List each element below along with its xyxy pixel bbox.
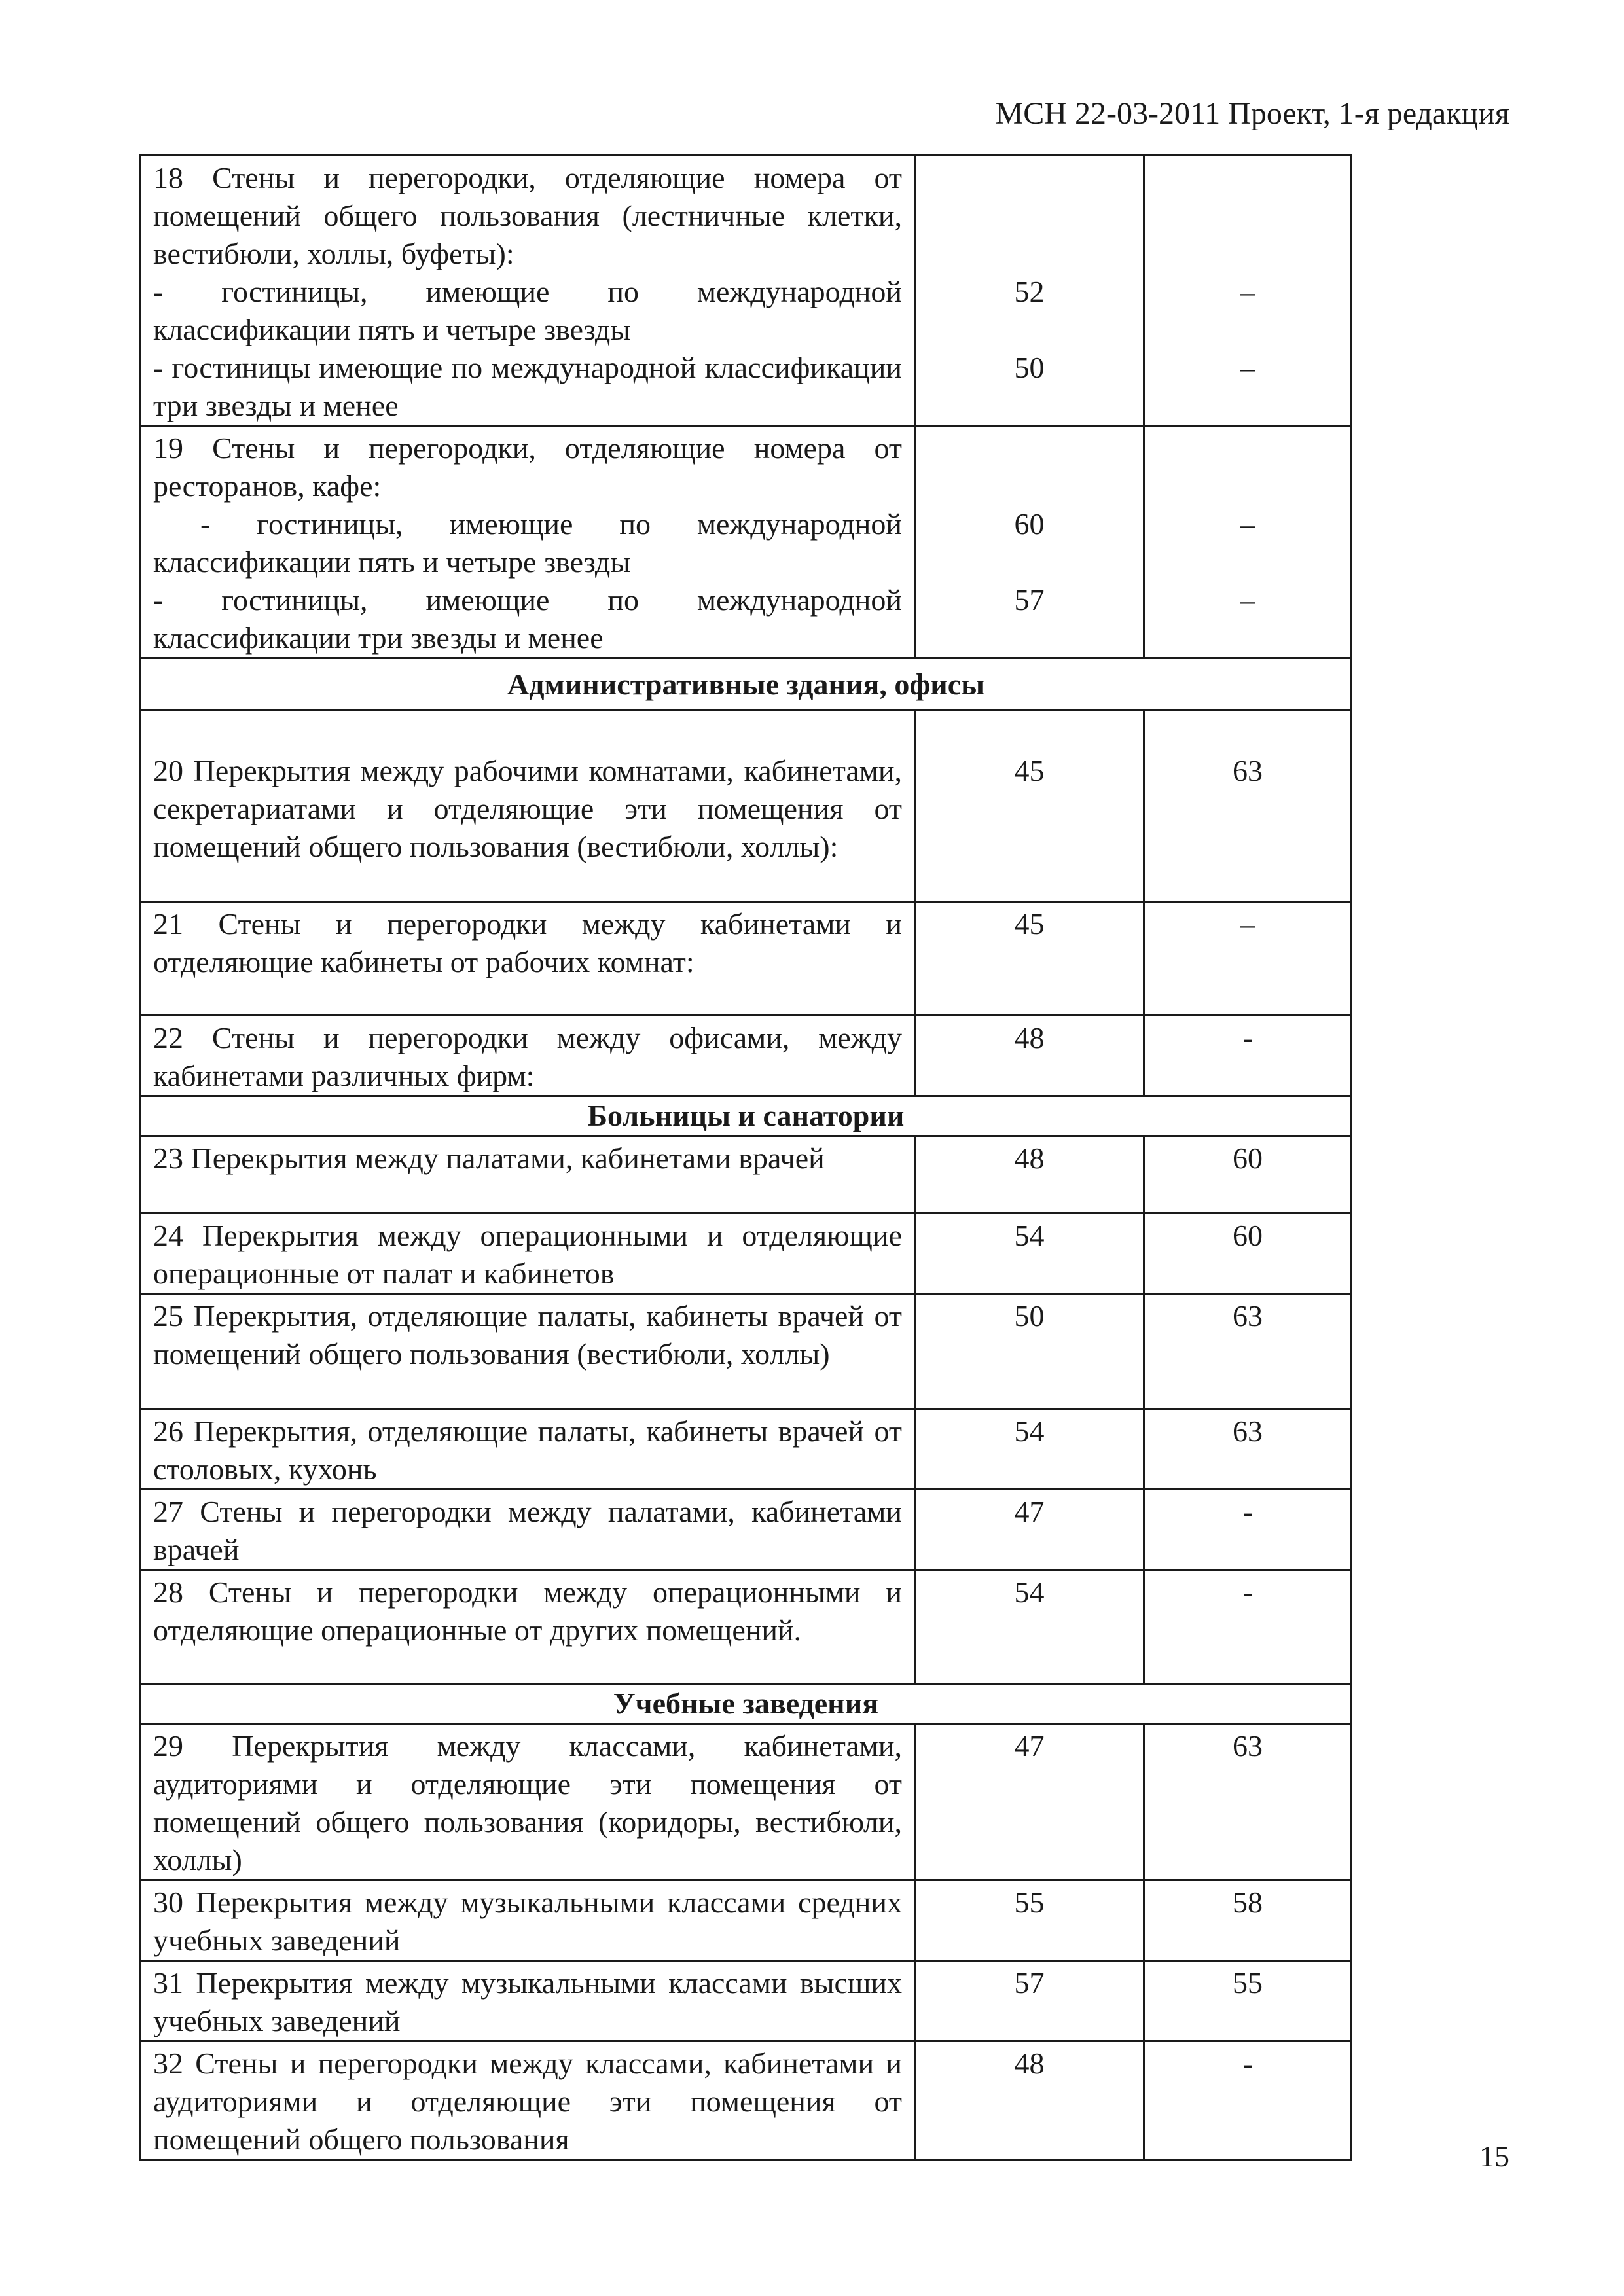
row-description: 21 Стены и перегородки между кабинетами и отделяющие кабинеты от рабочих комнат: (141, 902, 915, 1016)
value-cell-2: 63 (1144, 711, 1352, 902)
sub-item: - гостиницы, имеющие по международной классификации три звезды и менее (153, 583, 902, 655)
value-cell-1: 45 (915, 711, 1144, 902)
sub-value-1: 57 (1014, 583, 1045, 617)
table-row (141, 156, 1352, 426)
value-cell-2: – (1144, 902, 1352, 1016)
value-cell-1 (915, 426, 1144, 658)
table-row (141, 1490, 1352, 1570)
sub-item: - гостиницы, имеющие по международной классификации пять и четыре звезды (153, 507, 902, 579)
spacer (1157, 159, 1339, 273)
sub-value-1: 50 (1014, 351, 1045, 384)
value-cell-2: 55 (1144, 1961, 1352, 2041)
value-cell-2: 60 (1144, 1136, 1352, 1213)
table-row (141, 1409, 1352, 1490)
table-row (141, 1961, 1352, 2041)
row-description (141, 156, 915, 426)
row-description (141, 426, 915, 658)
row-description: 20 Перекрытия между рабочими комнатами, кабинетами, секретариатами и отделяющие эти помещения от помещений общего пользования (вестибюли, холлы): (141, 711, 915, 902)
sub-item: - гостиницы, имеющие по международной классификации пять и четыре звезды (153, 275, 902, 346)
value-cell-2: - (1144, 1570, 1352, 1684)
value-cell-1: 54 (915, 1213, 1144, 1294)
table-row (141, 902, 1352, 1016)
document-header: МСН 22-03-2011 Проект, 1-я редакция (995, 96, 1509, 131)
spacer (1157, 429, 1339, 505)
value-cell-1: 48 (915, 1016, 1144, 1096)
value-cell-2: - (1144, 1016, 1352, 1096)
value-cell-2: - (1144, 1490, 1352, 1570)
row-description: 32 Стены и перегородки между классами, кабинетами и аудиториями и отделяющие эти помещения от помещений общего пользования (141, 2041, 915, 2160)
value-cell-1: 54 (915, 1409, 1144, 1490)
value-cell-1: 48 (915, 1136, 1144, 1213)
table-row (141, 1294, 1352, 1409)
row-description: 22 Стены и перегородки между офисами, между кабинетами различных фирм: (141, 1016, 915, 1096)
value-cell-2: 63 (1144, 1724, 1352, 1880)
row-description: 25 Перекрытия, отделяющие палаты, кабинеты врачей от помещений общего пользования (вестибюли, холлы) (141, 1294, 915, 1409)
sub-value-2: – (1240, 275, 1255, 308)
row-description: 30 Перекрытия между музыкальными классами средних учебных заведений (141, 1880, 915, 1961)
spacer (928, 159, 1131, 273)
value-cell-2: 58 (1144, 1880, 1352, 1961)
table-row (141, 426, 1352, 658)
row-description: 26 Перекрытия, отделяющие палаты, кабинеты врачей от столовых, кухонь (141, 1409, 915, 1490)
table-row (141, 1724, 1352, 1880)
value-cell-1: 47 (915, 1490, 1144, 1570)
section-row (141, 658, 1352, 711)
sub-value-2: – (1240, 583, 1255, 617)
row-description: 31 Перекрытия между музыкальными классами высших учебных заведений (141, 1961, 915, 2041)
sub-item: - гостиницы имеющие по международной классификации три звезды и менее (153, 351, 902, 422)
sub-value-1: 52 (1014, 275, 1045, 308)
spacer (928, 429, 1131, 505)
value-cell-2: - (1144, 2041, 1352, 2160)
row-description: 28 Стены и перегородки между операционными и отделяющие операционные от других помещений. (141, 1570, 915, 1684)
value-cell-2: 60 (1144, 1213, 1352, 1294)
sub-value-1: 60 (1014, 507, 1045, 541)
table-row (141, 1136, 1352, 1213)
table-row (141, 1213, 1352, 1294)
row-description: 27 Стены и перегородки между палатами, кабинетами врачей (141, 1490, 915, 1570)
value-cell-1 (915, 156, 1144, 426)
table-row (141, 2041, 1352, 2160)
section-row (141, 1684, 1352, 1724)
value-cell-2: 63 (1144, 1409, 1352, 1490)
value-cell-1: 45 (915, 902, 1144, 1016)
value-cell-1: 57 (915, 1961, 1144, 2041)
table-row (141, 1570, 1352, 1684)
group-intro: 18 Стены и перегородки, отделяющие номера от помещений общего пользования (лестничные клетки, вестибюли, холлы, буфеты): (153, 161, 902, 270)
group-intro: 19 Стены и перегородки, отделяющие номера от ресторанов, кафе: (153, 431, 902, 503)
value-cell-2 (1144, 156, 1352, 426)
sub-value-2: – (1240, 507, 1255, 541)
section-heading: Учебные заведения (141, 1684, 1352, 1724)
table-body (141, 156, 1352, 2160)
value-cell-1: 47 (915, 1724, 1144, 1880)
page-number: 15 (1479, 2140, 1509, 2173)
table-row (141, 711, 1352, 902)
table-row (141, 1016, 1352, 1096)
section-heading: Административные здания, офисы (141, 658, 1352, 711)
row-description: 24 Перекрытия между операционными и отделяющие операционные от палат и кабинетов (141, 1213, 915, 1294)
value-cell-1: 55 (915, 1880, 1144, 1961)
table-row (141, 1880, 1352, 1961)
row-description: 29 Перекрытия между классами, кабинетами, аудиториями и отделяющие эти помещения от помещений общего пользования (коридоры, вестибюли, холлы) (141, 1724, 915, 1880)
section-row (141, 1096, 1352, 1136)
value-cell-1: 50 (915, 1294, 1144, 1409)
sound-insulation-norms-table (139, 154, 1352, 2161)
sub-value-2: – (1240, 351, 1255, 384)
value-cell-1: 48 (915, 2041, 1144, 2160)
value-cell-1: 54 (915, 1570, 1144, 1684)
section-heading: Больницы и санатории (141, 1096, 1352, 1136)
value-cell-2 (1144, 426, 1352, 658)
row-description: 23 Перекрытия между палатами, кабинетами врачей (141, 1136, 915, 1213)
value-cell-2: 63 (1144, 1294, 1352, 1409)
